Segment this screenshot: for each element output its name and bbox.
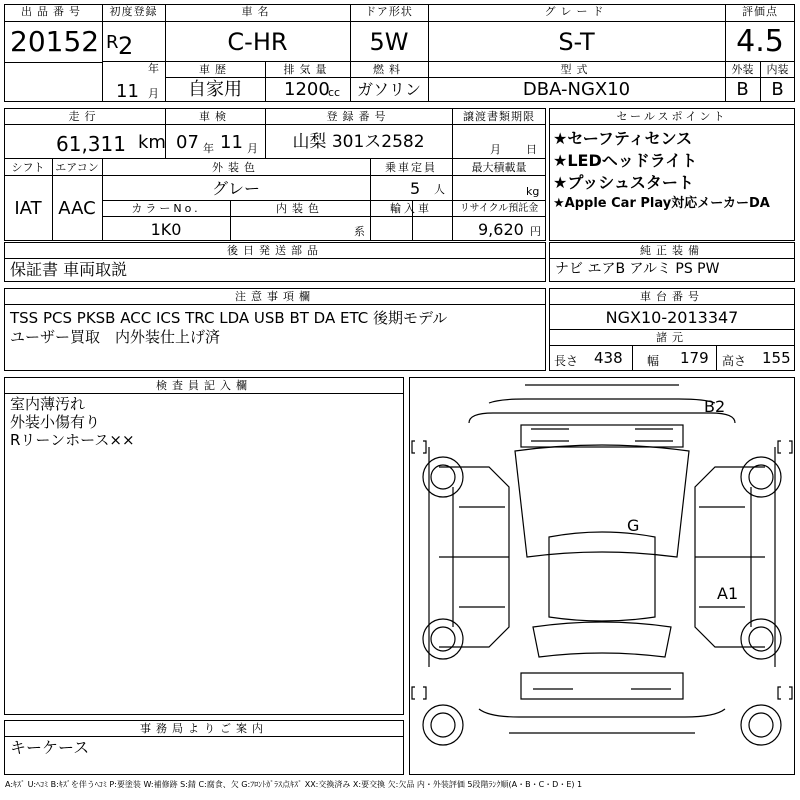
car-name-label: 車名 bbox=[241, 5, 274, 18]
plate: 山梨 301ス2582 bbox=[292, 132, 425, 152]
first-reg-month: 11 bbox=[116, 81, 139, 102]
fuel-label: 燃料 bbox=[373, 63, 405, 76]
office-label: 事務局よりご案内 bbox=[140, 722, 268, 735]
int-score: B bbox=[771, 79, 784, 100]
import-label: 輸入車 bbox=[390, 202, 432, 215]
lot-number: 20152 bbox=[10, 25, 100, 58]
int-score-label: 内装 bbox=[766, 63, 789, 76]
lot-label: 出品番号 bbox=[21, 5, 85, 18]
inspection-year: 07 bbox=[176, 132, 199, 153]
later-parts-label: 後日発送部品 bbox=[227, 244, 323, 257]
model-label: 型式 bbox=[560, 63, 593, 76]
sales-points-label: セールスポイント bbox=[616, 110, 728, 123]
first-reg-era: R bbox=[106, 32, 119, 53]
inspection-month: 11 bbox=[220, 132, 243, 153]
inspector-note: 外装小傷有り bbox=[10, 413, 101, 431]
capacity: 5 bbox=[410, 179, 421, 198]
capacity-label: 乗車定員 bbox=[385, 161, 437, 174]
ext-color-label: 外装色 bbox=[212, 161, 260, 174]
shift-label: シフト bbox=[11, 161, 45, 174]
color-no: 1K0 bbox=[150, 220, 182, 239]
legend: A:ｷｽﾞ U:ﾍｺﾐ B:ｷｽﾞを伴うﾍｺﾐ P:要塗装 W:補修跡 S:錆 C:腐食、欠 G:ﾌﾛﾝﾄｶﾞﾗｽ点ｷｽﾞ XX:交換済み X:要交換 欠:欠品 内・外装評価 5段階ﾗﾝｸ順(A・B・C・D・E) 1 bbox=[5, 780, 583, 789]
grade-label: グレード bbox=[544, 5, 609, 18]
equipment: ナビ エアB アルミ PS PW bbox=[555, 261, 720, 277]
capacity-unit: 人 bbox=[434, 183, 445, 196]
sales-point-item: ★プッシュスタート bbox=[553, 173, 694, 192]
mileage-label: 走行 bbox=[68, 110, 101, 123]
chassis-number: NGX10-2013347 bbox=[605, 308, 739, 327]
int-color-unit: 系 bbox=[354, 225, 365, 238]
int-color-label: 内装色 bbox=[276, 202, 324, 215]
length-label: 長さ bbox=[554, 354, 579, 368]
displacement-unit: cc bbox=[328, 86, 341, 99]
equipment-label: 純正装備 bbox=[640, 244, 704, 257]
plate-label: 登録番号 bbox=[326, 110, 391, 123]
mileage-unit: km bbox=[138, 132, 166, 153]
first-reg-label: 初度登録 bbox=[109, 5, 158, 18]
first-reg-year: 2 bbox=[118, 32, 134, 60]
car-diagram bbox=[409, 377, 795, 775]
transfer-day-unit: 日 bbox=[526, 143, 537, 156]
height: 155 bbox=[762, 349, 791, 367]
inspector-note: 室内薄汚れ bbox=[10, 395, 86, 413]
notes-line-2: ユーザー買取 内外装仕上げ済 bbox=[10, 328, 221, 346]
diagram-mark: G bbox=[627, 516, 640, 535]
history-label: 車歴 bbox=[199, 63, 231, 76]
later-parts: 保証書 車両取説 bbox=[10, 260, 128, 279]
office-note: キーケース bbox=[10, 738, 90, 757]
grade: S-T bbox=[558, 28, 595, 56]
sales-point-item: ★セーフティセンス bbox=[553, 129, 693, 148]
diagram-mark: A1 bbox=[717, 584, 739, 603]
dims-label: 諸元 bbox=[656, 331, 688, 344]
height-label: 高さ bbox=[722, 354, 747, 368]
recycle: 9,620 bbox=[478, 220, 524, 239]
transfer-month-unit: 月 bbox=[490, 143, 501, 156]
max-load-unit: kg bbox=[526, 185, 540, 198]
ext-color: グレー bbox=[211, 179, 260, 198]
inspection-label: 車検 bbox=[199, 110, 231, 123]
notes-line-1: TSS PCS PKSB ACC ICS TRC LDA USB BT DA ETC 後期モデル bbox=[10, 309, 448, 327]
displacement: 1200 bbox=[284, 79, 330, 100]
inspection-year-unit: 年 bbox=[203, 142, 214, 155]
ext-score: B bbox=[736, 79, 749, 100]
recycle-unit: 円 bbox=[530, 225, 541, 238]
max-load-label: 最大積載量 bbox=[471, 161, 527, 174]
history: 自家用 bbox=[188, 79, 242, 100]
aircon: AAC bbox=[58, 198, 96, 219]
chassis-label: 車台番号 bbox=[640, 290, 704, 303]
score: 4.5 bbox=[736, 24, 784, 59]
inspector-note: Rリーンホース×× bbox=[10, 431, 135, 449]
inspector-label: 検査員記入欄 bbox=[156, 379, 252, 392]
color-no-label: カラーNo. bbox=[131, 202, 201, 215]
fuel: ガソリン bbox=[356, 80, 421, 99]
car-name: C-HR bbox=[227, 28, 288, 56]
diagram-mark: B2 bbox=[704, 397, 726, 416]
score-label: 評価点 bbox=[742, 5, 778, 18]
notes-label: 注意事項欄 bbox=[235, 290, 315, 303]
model: DBA-NGX10 bbox=[522, 79, 631, 100]
first-reg-year-unit: 年 bbox=[148, 62, 159, 75]
door-label: ドア形状 bbox=[365, 5, 413, 18]
displacement-label: 排気量 bbox=[283, 63, 332, 76]
length: 438 bbox=[594, 349, 623, 367]
door-type: 5W bbox=[369, 28, 409, 56]
width: 179 bbox=[680, 349, 709, 367]
first-reg-month-unit: 月 bbox=[148, 87, 159, 100]
aircon-label: エアコン bbox=[55, 161, 99, 174]
width-label: 幅 bbox=[647, 354, 660, 368]
sales-point-item: ★LEDヘッドライト bbox=[553, 151, 698, 170]
shift: IAT bbox=[14, 198, 42, 219]
inspection-month-unit: 月 bbox=[247, 142, 258, 155]
mileage: 61,311 bbox=[56, 132, 126, 156]
recycle-label: リサイクル預託金 bbox=[459, 203, 539, 214]
sales-point-item: ★Apple Car Play対応メーカーDA bbox=[553, 196, 770, 211]
transfer-label: 譲渡書類期限 bbox=[463, 110, 535, 123]
ext-score-label: 外装 bbox=[731, 63, 754, 76]
